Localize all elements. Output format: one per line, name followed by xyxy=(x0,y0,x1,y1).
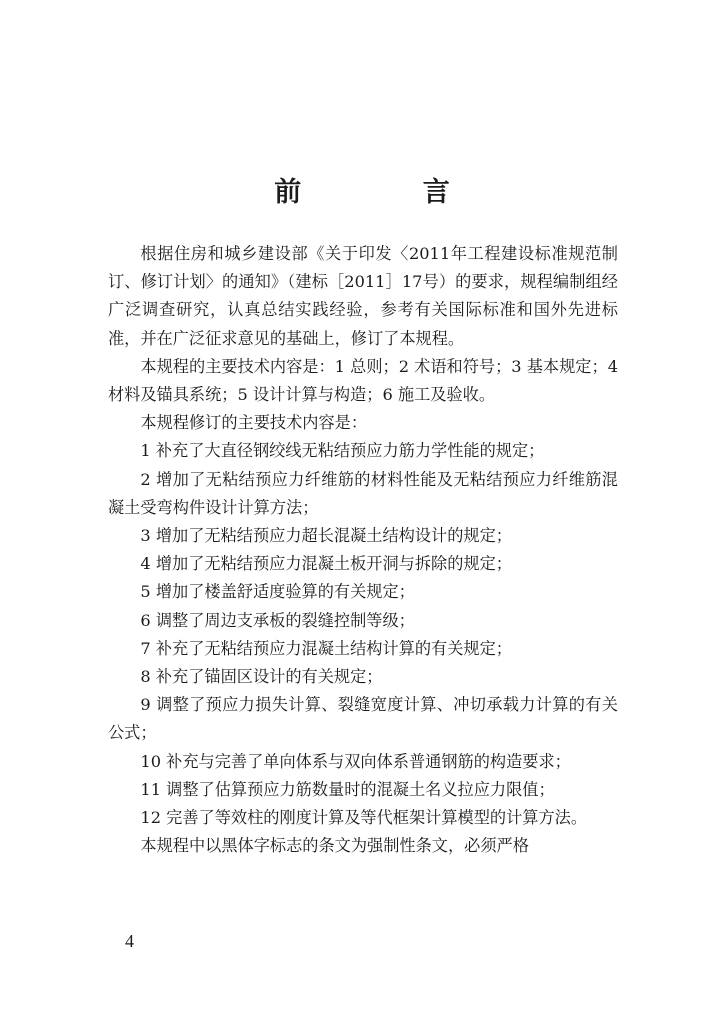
page-title: 前 言 xyxy=(274,177,506,208)
paragraph: 本规程的主要技术内容是：1 总则；2 术语和符号；3 基本规定；4 材料及锚具系统；5 设计计算与构造；6 施工及验收。 xyxy=(108,356,618,405)
page-number: 4 xyxy=(125,931,134,951)
paragraph: 根据住房和城乡建设部《关于印发〈2011年工程建设标准规范制订、修订计划〉的通知》（建标［2011］17号）的要求，规程编制组经广泛调查研究，认真总结实践经验，参考有关国际标准和国外先进标准，并在广泛征求意见的基础上，修订了本规程。 xyxy=(108,244,618,348)
list-item: 10 补充与完善了单向体系与双向体系普通钢筋的构造要求； xyxy=(140,751,571,771)
list-item: 8 补充了锚固区设计的有关规定； xyxy=(140,667,383,687)
list-item: 2 增加了无粘结预应力纤维筋的材料性能及无粘结预应力纤维筋混凝土受弯构件设计计算方法； xyxy=(108,469,618,517)
list-item: 11 调整了估算预应力筋数量时的混凝土名义拉应力限值； xyxy=(140,779,555,799)
list-item: 4 增加了无粘结预应力混凝土板开洞与拆除的规定； xyxy=(140,554,512,574)
list-item: 12 完善了等效柱的刚度计算及等代框架计算模型的计算方法。 xyxy=(140,808,588,828)
list-item: 6 调整了周边支承板的裂缝控制等级； xyxy=(140,610,415,630)
list-item: 3 增加了无粘结预应力超长混凝土结构设计的规定； xyxy=(140,526,512,546)
paragraph: 本规程中以黑体字标志的条文为强制性条文，必须严格 xyxy=(140,836,529,856)
list-item: 9 调整了预应力损失计算、裂缝宽度计算、冲切承载力计算的有关公式； xyxy=(108,695,618,743)
list-item: 7 补充了无粘结预应力混凝土结构计算的有关规定； xyxy=(140,638,512,658)
document-body xyxy=(108,240,618,860)
paragraph: 本规程修订的主要技术内容是： xyxy=(140,413,368,433)
list-item: 1 补充了大直径钢绞线无粘结预应力筋力学性能的规定； xyxy=(140,441,545,461)
list-item: 5 增加了楼盖舒适度验算的有关规定； xyxy=(140,582,415,602)
